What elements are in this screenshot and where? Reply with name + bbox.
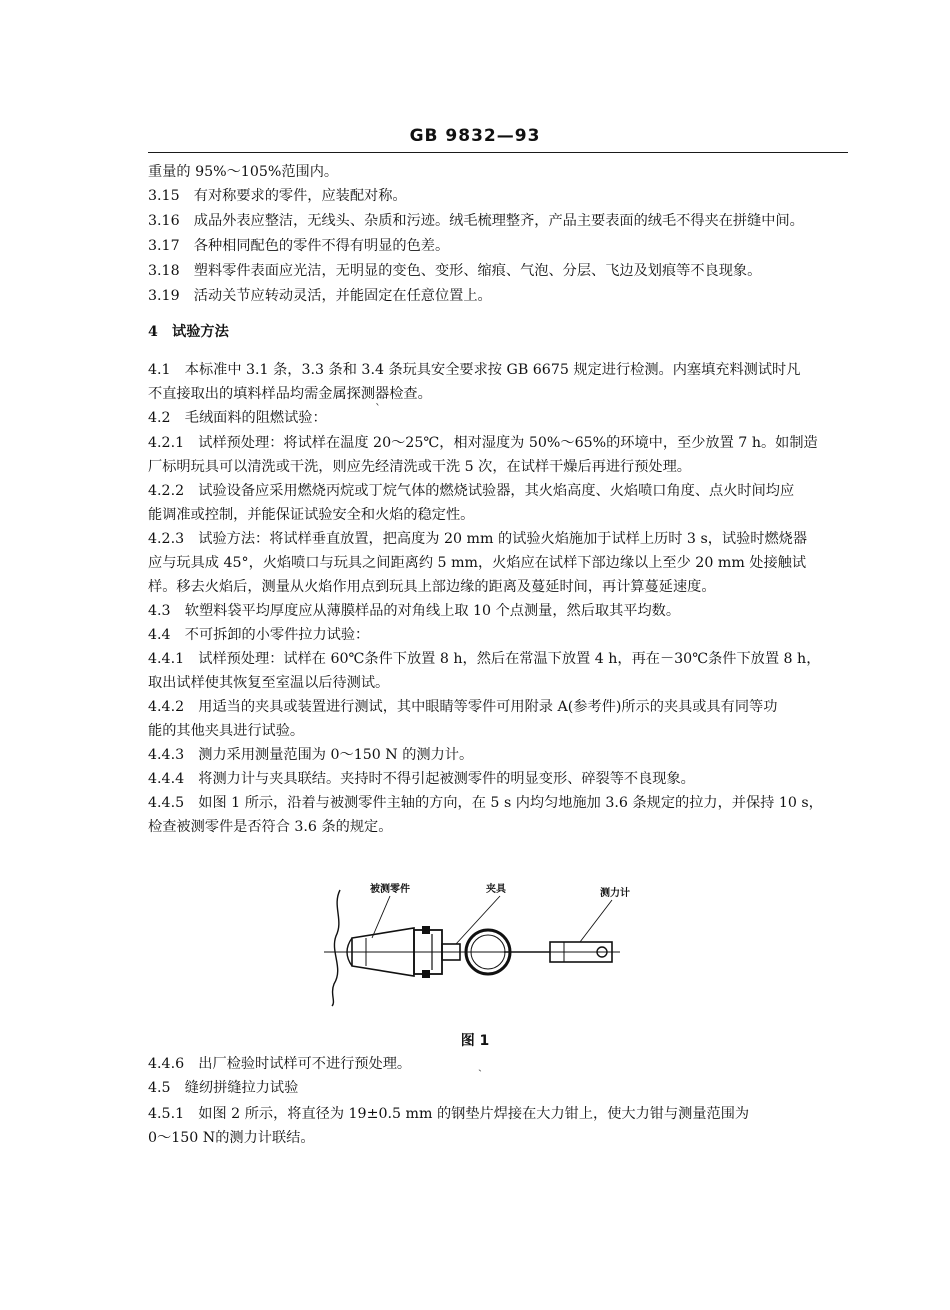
figure-1-diagram	[322, 878, 667, 1008]
clause-4-2-1: 4.2.1 试样预处理：将试样在温度 20～25℃，相对湿度为 50%～65%的环境中，至少放置 7 h。如制造	[148, 435, 818, 451]
clause-4-4-1-cont: 取出试样使其恢复至室温以后待测试。	[148, 675, 390, 691]
clause-4-2-2-cont: 能调准或控制，并能保证试验安全和火焰的稳定性。	[148, 507, 475, 523]
clause-3-18: 3.18 塑料零件表面应光洁，无明显的变色、变形、缩痕、气泡、分层、飞边及划痕等不良现象。	[148, 263, 762, 279]
clause-4-1: 4.1 本标准中 3.1 条，3.3 条和 3.4 条玩具安全要求按 GB 6675 规定进行检测。内塞填充料测试时凡	[148, 362, 801, 378]
clamp-jaw-lower	[422, 970, 430, 978]
clause-4-2-1-cont: 厂标明玩具可以清洗或干洗，则应先经清洗或干洗 5 次，在试样干燥后再进行预处理。	[148, 459, 691, 475]
page-header: GB 9832—93	[409, 126, 541, 146]
section-4-heading: 4 试验方法	[148, 324, 229, 340]
text-line: 重量的 95%～105%范围内。	[148, 164, 339, 180]
clause-4-5-1: 4.5.1 如图 2 所示，将直径为 19±0.5 mm 的钢垫片焊接在大力钳上，使大力钳与测量范围为	[148, 1106, 750, 1122]
clause-3-19: 3.19 活动关节应转动灵活，并能固定在任意位置上。	[148, 288, 492, 304]
leader-clamp	[456, 896, 500, 944]
clause-4-4-2: 4.4.2 用适当的夹具或装置进行测试，其中眼睛等零件可用附录 A(参考件)所示的夹具或具有同等功	[148, 699, 778, 715]
clause-3-15: 3.15 有对称要求的零件，应装配对称。	[148, 188, 407, 204]
label-tested-part: 被测零件	[370, 884, 410, 895]
clause-3-17: 3.17 各种相同配色的零件不得有明显的色差。	[148, 238, 450, 254]
clause-4-2: 4.2 毛绒面料的阻燃试验：	[148, 410, 327, 426]
clause-4-2-3: 4.2.3 试验方法：将试样垂直放置，把高度为 20 mm 的试验火焰施加于试样上历时 3 s，试验时燃烧器	[148, 531, 808, 547]
clause-4-2-3-cont1: 应与玩具成 45°，火焰喷口与玩具之间距离约 5 mm，火焰应在试样下部边缘以上至少 20 mm 处接触试	[148, 555, 807, 571]
clause-4-4-5: 4.4.5 如图 1 所示，沿着与被测零件主轴的方向，在 5 s 内均匀地施加 3.6 条规定的拉力，并保持 10 s，	[148, 795, 823, 811]
label-force-meter: 测力计	[600, 888, 630, 899]
clause-4-4-4: 4.4.4 将测力计与夹具联结。夹持时不得引起被测零件的明显变形、碎裂等不良现象。	[148, 771, 695, 787]
scan-speck: ˏ	[478, 1058, 482, 1072]
clause-4-2-3-cont2: 样。移去火焰后，测量从火焰作用点到玩具上部边缘的距离及蔓延时间，再计算蔓延速度。	[148, 579, 716, 595]
clause-4-4-1: 4.4.1 试样预处理：试样在 60℃条件下放置 8 h，然后在常温下放置 4 h，再在－30℃条件下放置 8 h，	[148, 651, 821, 667]
leader-meter	[580, 900, 612, 942]
clause-4-4-5-cont: 检查被测零件是否符合 3.6 条的规定。	[148, 819, 393, 835]
scan-speck: ˋ	[375, 402, 381, 416]
clause-4-4: 4.4 不可拆卸的小零件拉力试验：	[148, 627, 370, 643]
clause-4-5-1-cont: 0～150 N的测力计联结。	[148, 1130, 315, 1146]
clause-4-1-cont: 不直接取出的填料样品均需金属探测器检查。	[148, 386, 432, 402]
clause-3-16: 3.16 成品外表应整洁，无线头、杂质和污迹。绒毛梳理整齐，产品主要表面的绒毛不得夹在拼缝中间。	[148, 213, 804, 229]
clause-4-4-6: 4.4.6 出厂检验时试样可不进行预处理。	[148, 1056, 412, 1072]
clause-4-5: 4.5 缝纫拼缝拉力试验	[148, 1080, 299, 1096]
clamp-jaw-upper	[422, 926, 430, 934]
label-clamp: 夹具	[486, 884, 506, 895]
clause-4-4-2-cont: 能的其他夹具进行试验。	[148, 723, 305, 739]
toy-body-outline	[332, 890, 340, 1006]
clause-4-3: 4.3 软塑料袋平均厚度应从薄膜样品的对角线上取 10 个点测量，然后取其平均数。	[148, 603, 681, 619]
clause-4-2-2: 4.2.2 试验设备应采用燃烧丙烷或丁烷气体的燃烧试验器，其火焰高度、火焰喷口角度、点火时间均应	[148, 483, 795, 499]
figure-1-caption: 图 1	[460, 1033, 490, 1049]
header-rule	[148, 152, 848, 153]
clause-4-4-3: 4.4.3 测力采用测量范围为 0～150 N 的测力计。	[148, 747, 474, 763]
